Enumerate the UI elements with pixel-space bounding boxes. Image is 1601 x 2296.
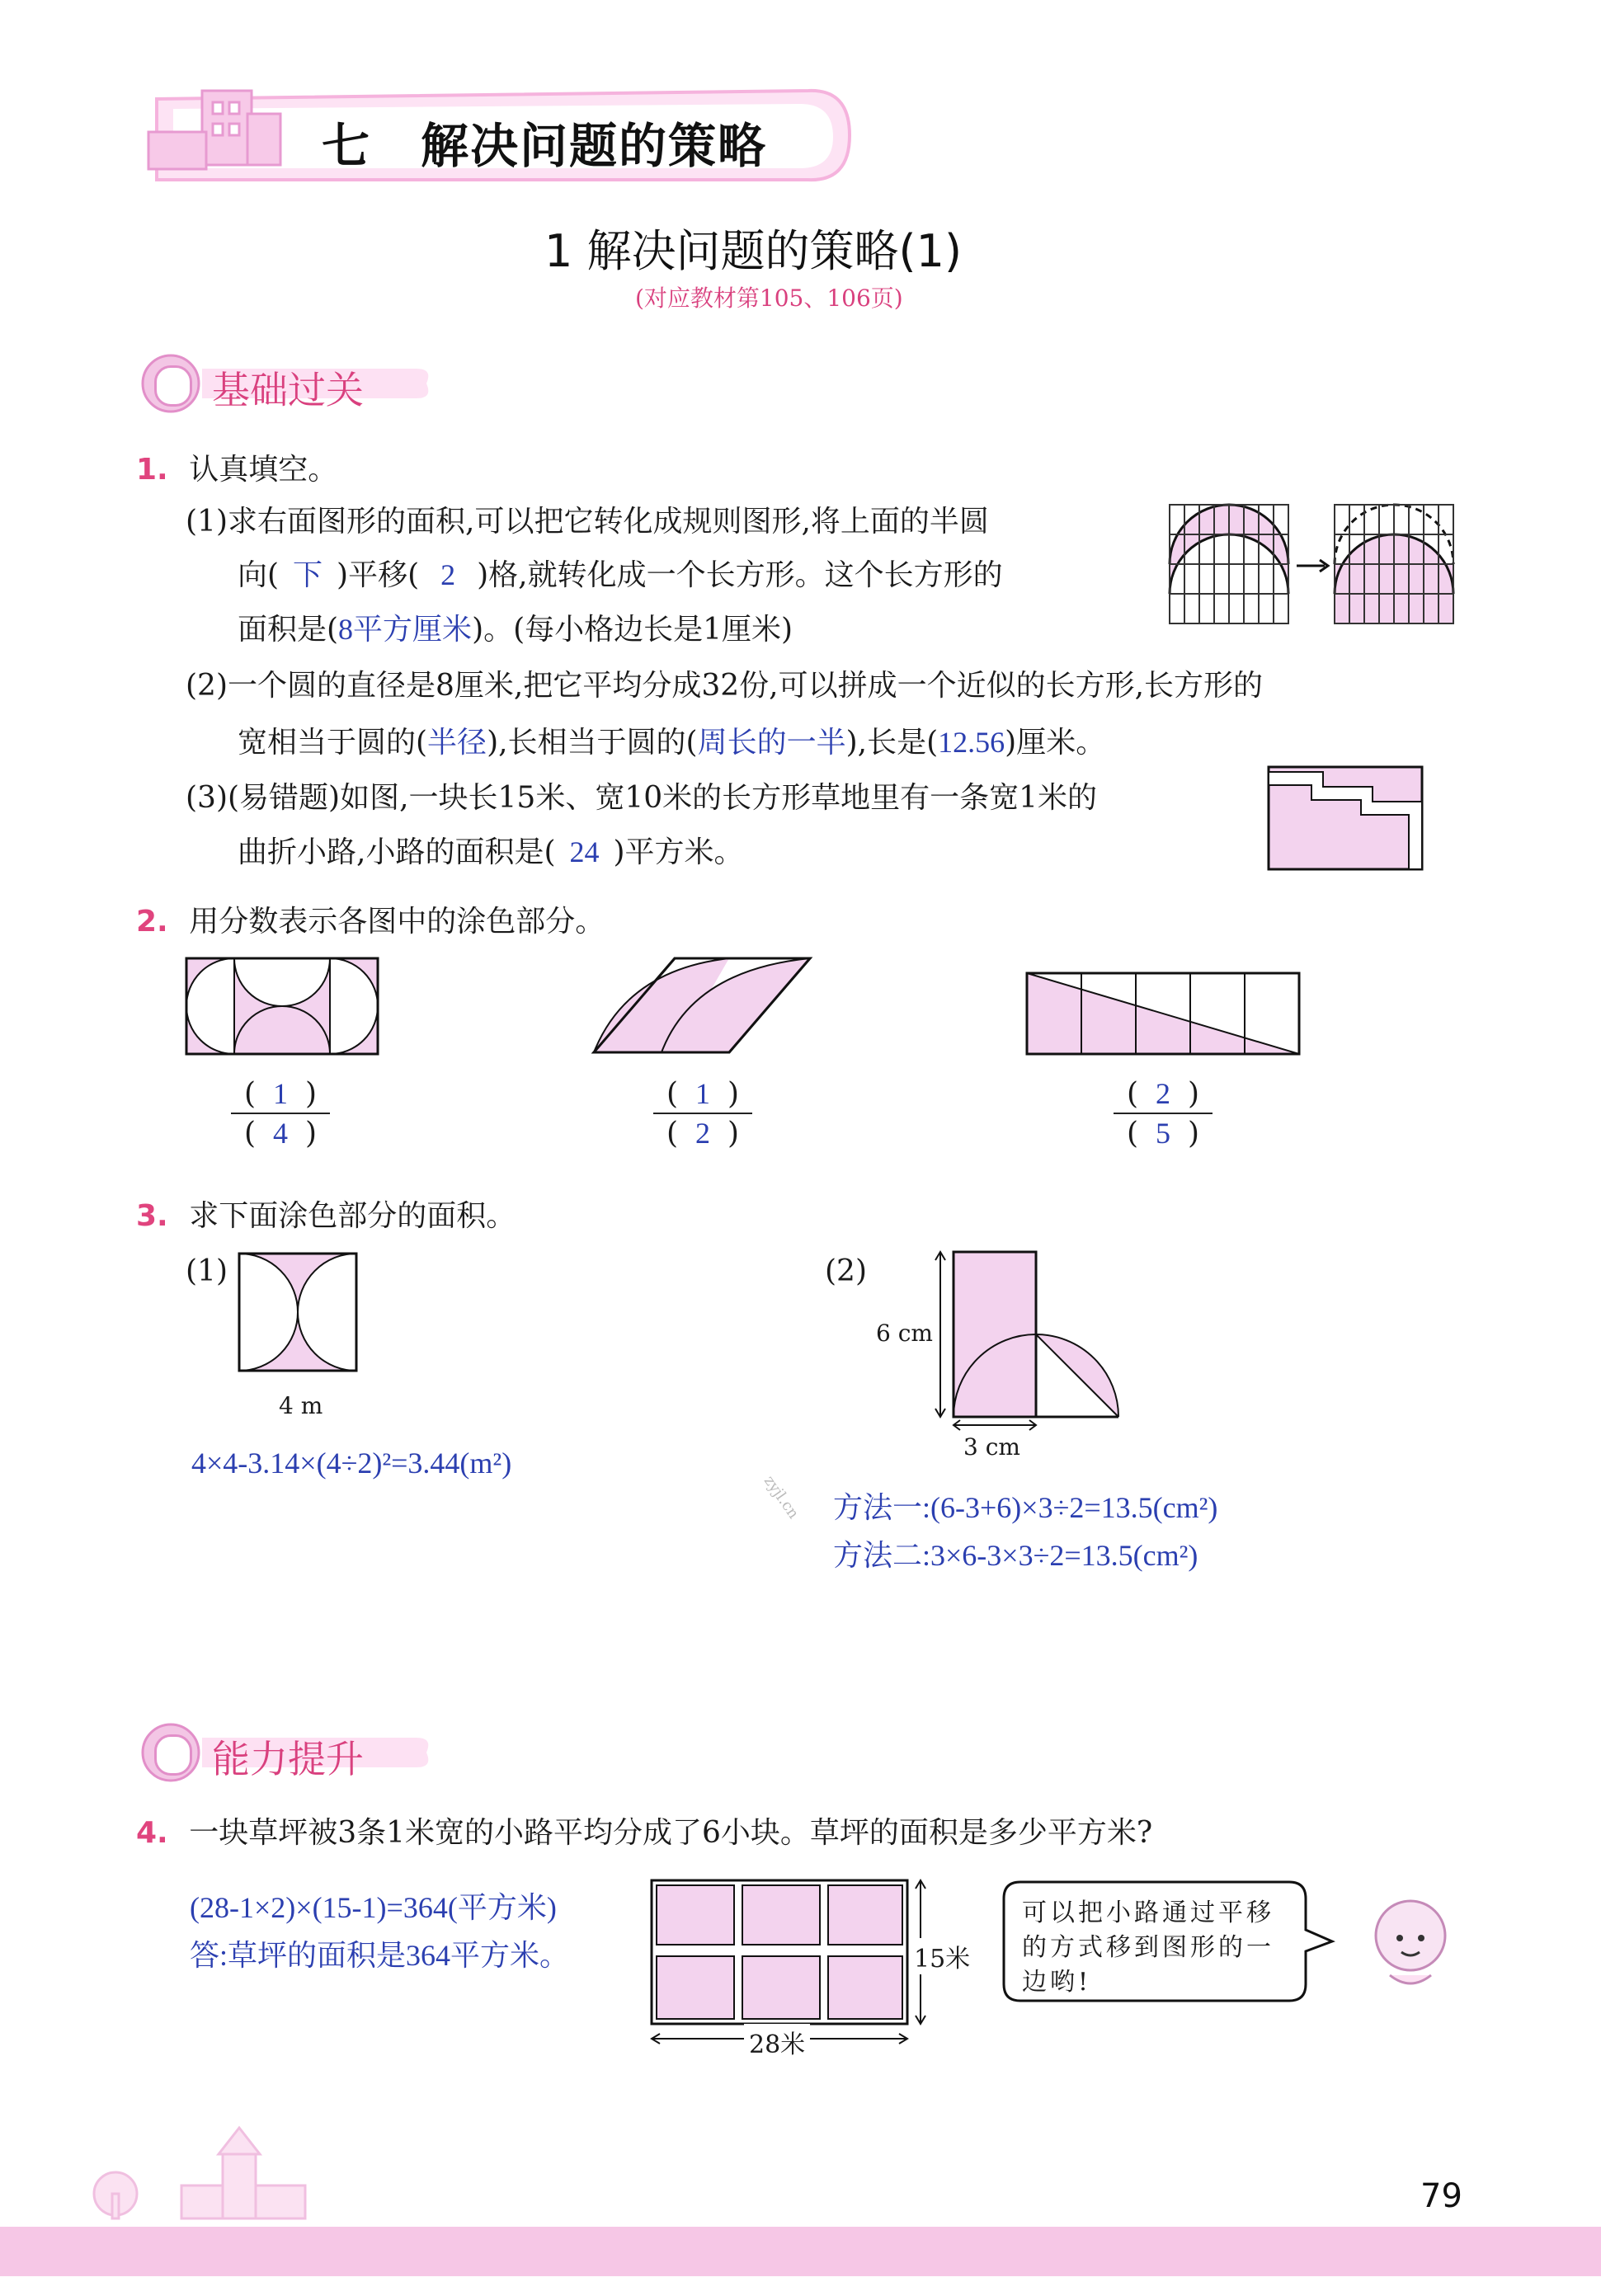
q2-figure-1 [186, 958, 378, 1054]
text: )。(每小格边长是1厘米) [472, 613, 793, 647]
q4-prompt: 一块草坪被3条1米宽的小路平均分成了6小块。草坪的面积是多少平方米? [189, 1816, 1153, 1850]
arrow-right-icon [1297, 558, 1330, 574]
text: ),长是( [845, 726, 939, 760]
q3-part2-label: (2) [825, 1254, 867, 1288]
q2-fraction-2 [653, 1076, 752, 1150]
fraction-bar [1114, 1113, 1213, 1114]
answer-length: 周长的一半 [697, 726, 846, 759]
numerator-row: ( 2 ) [1126, 1077, 1200, 1111]
girl-icon [154, 365, 192, 407]
lesson-reference: (对应教材第105、106页) [635, 285, 903, 312]
text: )格,就转化成一个长方形。这个长方形的 [477, 558, 1003, 592]
text: 曲折小路,小路的面积是( [238, 835, 556, 869]
section-basic-title: 基础过关 [212, 368, 364, 412]
chapter-title: 解决问题的策略 [421, 118, 768, 174]
q1-part3-line1: (3)(易错题)如图,一块长15米、宽10米的长方形草地里有一条宽1米的 [186, 781, 1098, 815]
answer-steps: 2 [440, 558, 456, 591]
text: 面积是( [238, 613, 339, 647]
denominator-row: ( 2 ) [666, 1117, 740, 1150]
q4-answer-sentence: 答:草坪的面积是364平方米。 [190, 1939, 570, 1972]
answer-area: 8平方厘米 [338, 613, 473, 646]
q3-prompt: 求下面涂色部分的面积。 [189, 1199, 516, 1233]
q1-part1-line3 [238, 613, 793, 647]
q1-part3-line2 [238, 835, 744, 869]
answer-width: 半径 [427, 726, 487, 759]
q3-figure-2-width: 3 cm [963, 1433, 1020, 1461]
section-advanced-title: 能力提升 [212, 1737, 364, 1781]
answer-length-value: 12.56 [938, 726, 1005, 759]
q1-part1-line2 [238, 558, 1003, 592]
numerator: 2 [1156, 1077, 1170, 1110]
numerator: 1 [695, 1077, 710, 1110]
text: ),长相当于圆的( [487, 726, 698, 760]
answer-path-area: 24 [569, 835, 600, 868]
bubble-line-3: 边哟! [1022, 1968, 1092, 1997]
q1-part1-line1: (1)求右面图形的面积,可以把它转化成规则图形,将上面的半圆 [186, 505, 989, 539]
q4 [136, 1817, 1152, 1850]
q4-dimension-height: 15米 [914, 1938, 970, 1974]
q2-fraction-3 [1114, 1076, 1213, 1150]
fraction-bar [231, 1113, 330, 1114]
q3-part1-label: (1) [186, 1254, 228, 1288]
q1-grid-before [1170, 505, 1288, 623]
denominator: 5 [1156, 1117, 1170, 1150]
fraction-bar [653, 1113, 752, 1114]
q1-path-figure [1269, 767, 1422, 869]
q4-number: 4. [136, 1816, 168, 1850]
q1-number: 1. [136, 453, 168, 487]
boy-icon [154, 1734, 192, 1776]
chapter-number: 七 [322, 118, 370, 174]
q2-figure-3 [1027, 973, 1299, 1054]
q3-figure-1-dimension: 4 m [279, 1392, 323, 1419]
text: )平移( [337, 558, 420, 592]
q3-part2-method1: 方法一:(6-3+6)×3÷2=13.5(cm²) [833, 1491, 1218, 1524]
q1-prompt: 认真填空。 [189, 453, 338, 487]
q1 [136, 454, 337, 487]
footer-castle-icon [82, 2128, 330, 2227]
q2-fraction-1 [231, 1076, 330, 1150]
denominator: 2 [695, 1117, 710, 1150]
bubble-line-2: 的方式移到图形的一 [1022, 1933, 1274, 1962]
q4-answer-formula: (28-1×2)×(15-1)=364(平方米) [190, 1891, 557, 1924]
q2-figure-2 [594, 958, 810, 1052]
numerator-row: ( 1 ) [243, 1077, 318, 1111]
q3-number: 3. [136, 1199, 168, 1233]
q3 [136, 1200, 516, 1233]
q3-figure-2-height: 6 cm [876, 1320, 933, 1347]
bubble-line-1: 可以把小路通过平移 [1022, 1898, 1274, 1927]
q2-number: 2. [136, 905, 168, 939]
lesson-title: 1 解决问题的策略(1) [544, 225, 963, 277]
denominator-row: ( 5 ) [1126, 1117, 1200, 1150]
q4-lawn-figure [652, 1880, 924, 2045]
q3-figure-2 [932, 1252, 1130, 1417]
q3-figure-1 [239, 1254, 356, 1371]
text: )平方米。 [613, 835, 744, 869]
q3-part2-method2: 方法二:3×6-3×3÷2=13.5(cm²) [833, 1539, 1198, 1572]
hint-bubble [1002, 1880, 1307, 2002]
text: 宽相当于圆的( [238, 726, 428, 760]
page-number: 79 [1420, 2177, 1462, 2215]
text: 向( [238, 558, 280, 592]
q1-grid-after [1335, 505, 1453, 623]
q1-part2-line1: (2)一个圆的直径是8厘米,把它平均分成32份,可以拼成一个近似的长方形,长方形的 [186, 669, 1264, 703]
watermark: zyjl.cn [760, 1472, 803, 1522]
girl-character-icon [1365, 1893, 1456, 1992]
q4-dimension-width: 28米 [744, 2024, 810, 2060]
numerator-row: ( 1 ) [666, 1077, 740, 1111]
answer-direction: 下 [293, 558, 323, 591]
text: )厘米。 [1005, 726, 1106, 760]
numerator: 1 [273, 1077, 288, 1110]
q3-part1-answer: 4×4-3.14×(4÷2)²=3.44(m²) [191, 1447, 512, 1480]
q1-part2-line2 [238, 726, 1105, 760]
q2-prompt: 用分数表示各图中的涂色部分。 [189, 905, 605, 939]
q2 [136, 906, 605, 939]
denominator: 4 [273, 1117, 288, 1150]
footer-band [0, 2227, 1601, 2276]
denominator-row: ( 4 ) [243, 1117, 318, 1150]
